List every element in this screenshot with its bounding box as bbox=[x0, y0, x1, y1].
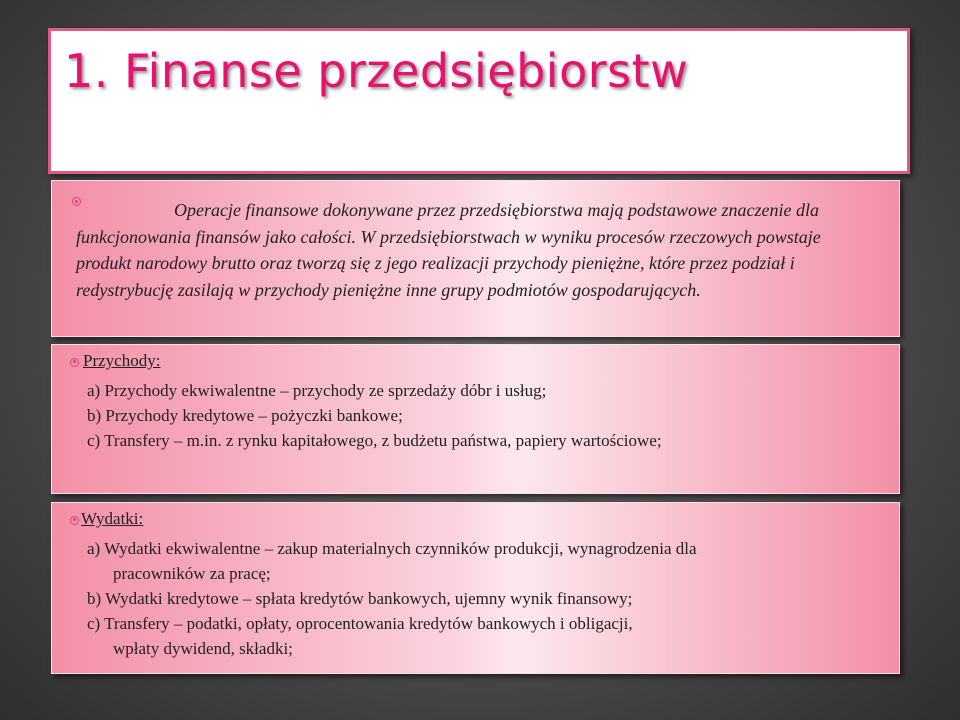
intro-text: Operacje finansowe dokonywane przez przedsiębiorstwa mają podstawowe znaczenie dla funkcjonowania finansów jako całości. W przedsiębiorstwach w wyniku procesów rzeczowych powstaje produkt narodowy brutto oraz tworzą się z jego realizacji przychody pieniężne, które przez podział i redystrybucję zasilają w przychody pieniężne inne grupy podmiotów gospodarujących. bbox=[76, 200, 821, 300]
revenues-heading-label: Przychody: bbox=[83, 351, 161, 370]
slide-title: 1. Finanse przedsiębiorstw bbox=[64, 44, 689, 98]
expenses-item: b) Wydatki kredytowe – spłata kredytów bankowych, ujemny wynik finansowy; bbox=[87, 589, 633, 608]
expenses-item-continued: wpłaty dywidend, składki; bbox=[113, 639, 293, 658]
revenues-item: b) Przychody kredytowe – pożyczki bankowe; bbox=[87, 406, 403, 425]
revenues-item: a) Przychody ekwiwalentne – przychody ze sprzedaży dóbr i usług; bbox=[87, 381, 547, 400]
revenues-heading bbox=[70, 351, 160, 371]
bullet-icon bbox=[70, 516, 79, 525]
expenses-item-continued: pracowników za pracę; bbox=[113, 564, 271, 583]
expenses-item: c) Transfery – podatki, opłaty, oprocentowania kredytów bankowych i obligacji, bbox=[87, 614, 633, 633]
intro-panel bbox=[51, 180, 900, 337]
expenses-list bbox=[87, 536, 697, 661]
expenses-heading bbox=[70, 509, 143, 529]
expenses-panel bbox=[51, 502, 900, 674]
revenues-list bbox=[87, 378, 662, 453]
expenses-item: a) Wydatki ekwiwalentne – zakup materialnych czynników produkcji, wynagrodzenia dla bbox=[87, 539, 697, 558]
revenues-panel bbox=[51, 344, 900, 494]
revenues-item: c) Transfery – m.in. z rynku kapitałowego, z budżetu państwa, papiery wartościowe; bbox=[87, 431, 662, 450]
bullet-icon bbox=[70, 358, 79, 367]
expenses-heading-label: Wydatki: bbox=[81, 509, 144, 528]
